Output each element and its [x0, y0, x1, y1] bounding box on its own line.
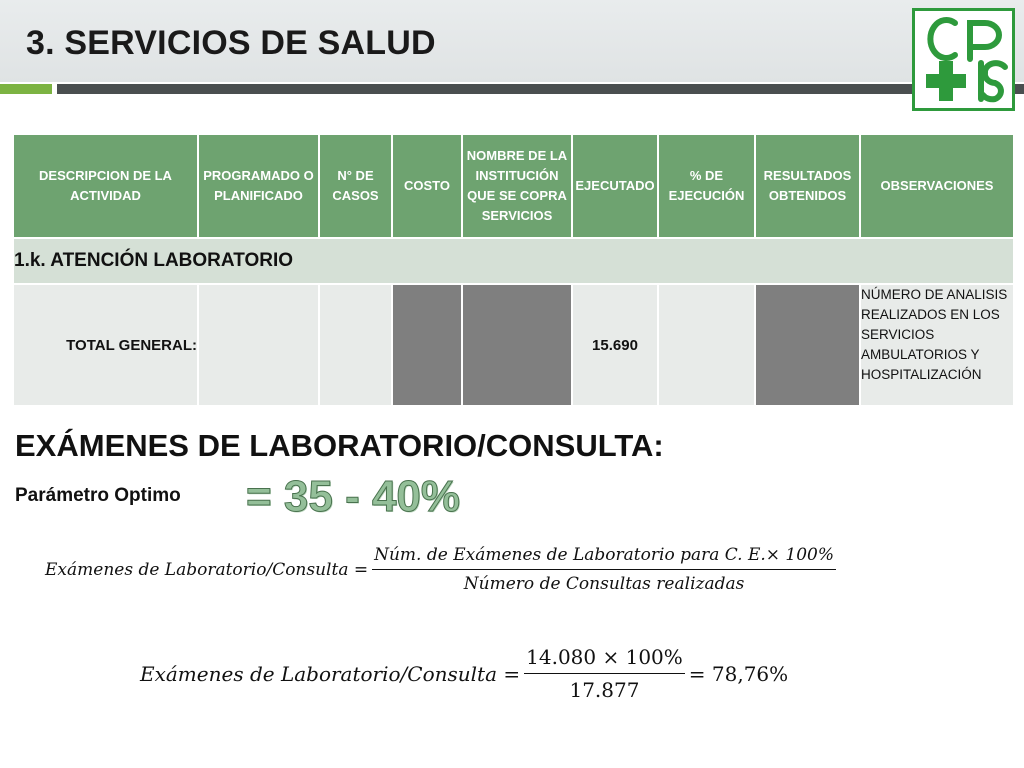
porcentaje-cell [658, 284, 755, 406]
cpps-logo [912, 8, 1015, 111]
formula-calculation-fraction [524, 645, 685, 702]
header-cell-porcentaje: % DE EJECUCIÓN [658, 134, 755, 238]
section-row [13, 238, 1014, 284]
total-label-cell: TOTAL GENERAL: [13, 284, 198, 406]
institucion-cell [462, 284, 572, 406]
header-cell-programado: PROGRAMADO O PLANIFICADO [198, 134, 319, 238]
formula-definition-numerator: Núm. de Exámenes de Laboratorio para C. E.× 100% [372, 545, 836, 570]
resultados-cell [755, 284, 860, 406]
indicator-title: EXÁMENES DE LABORATORIO/CONSULTA: [15, 428, 664, 463]
services-table [12, 133, 1015, 407]
header-cell-casos: N° DE CASOS [319, 134, 392, 238]
observaciones-cell: NÚMERO DE ANALISIS REALIZADOS EN LOS SERVICIOS AMBULATORIOS Y HOSPITALIZACIÓN [860, 284, 1014, 406]
divider-bar [57, 84, 1024, 94]
header-cell-resultados: RESULTADOS OBTENIDOS [755, 134, 860, 238]
parametro-label: Parámetro Optimo [15, 485, 181, 506]
formula-calculation-numerator: 14.080 × 100% [524, 645, 685, 674]
table-header-row [13, 134, 1014, 238]
header-cell-ejecutado: EJECUTADO [572, 134, 658, 238]
costo-cell [392, 284, 462, 406]
header-cell-costo: COSTO [392, 134, 462, 238]
header-cell-institucion: NOMBRE DE LA INSTITUCIÓN QUE SE COPRA SERVICIOS [462, 134, 572, 238]
formula-calculation-denominator: 17.877 [569, 678, 640, 702]
table-row [13, 284, 1014, 406]
formula-definition-lhs: Exámenes de Laboratorio/Consulta = [45, 559, 369, 580]
accent-bar [0, 84, 52, 94]
formula-calculation [140, 645, 788, 702]
page-title: 3. SERVICIOS DE SALUD [26, 24, 436, 62]
header-cell-descripcion: DESCRIPCION DE LA ACTIVIDAD [13, 134, 198, 238]
parametro-value: = 35 - 40% [246, 472, 461, 521]
section-label: 1.k. ATENCIÓN LABORATORIO [13, 238, 1014, 284]
casos-cell [319, 284, 392, 406]
header-cell-observaciones: OBSERVACIONES [860, 134, 1014, 238]
programado-cell [198, 284, 319, 406]
formula-definition-denominator: Número de Consultas realizadas [463, 574, 745, 594]
formula-definition [45, 545, 840, 594]
cpps-logo-icon [915, 11, 1012, 108]
formula-definition-fraction [372, 545, 836, 594]
formula-calculation-lhs: Exámenes de Laboratorio/Consulta = [140, 661, 521, 686]
ejecutado-cell: 15.690 [572, 284, 658, 406]
formula-calculation-result: = 78,76% [688, 661, 789, 686]
